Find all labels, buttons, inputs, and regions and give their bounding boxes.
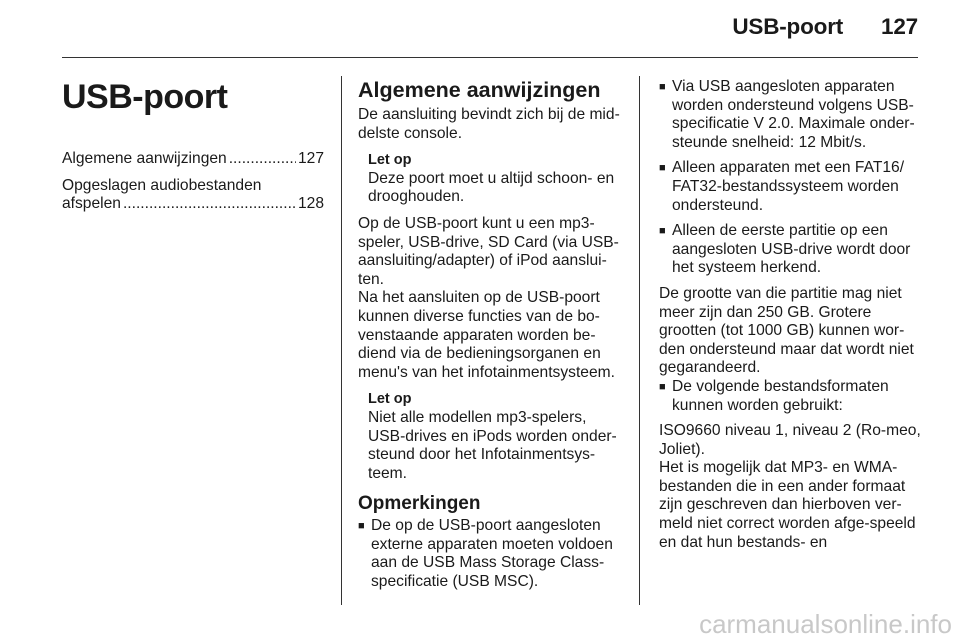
bullet-square-icon: ■	[659, 380, 666, 393]
bullet-item	[358, 517, 626, 591]
bullet-text: De volgende bestandsformaten kunnen worden gebruikt:	[672, 377, 889, 414]
subsection-heading: Opmerkingen	[358, 493, 481, 515]
bullet-square-icon: ■	[358, 520, 365, 533]
bullet-item	[659, 222, 921, 278]
note-text: Deze poort moet u altijd schoon- en drooghouden.	[368, 169, 615, 206]
paragraph: Op de USB-poort kunt u een mp3-speler, USB-drive, SD Card (via USB-aansluiting/adapter) of iPod aanslui-ten.	[358, 214, 619, 288]
left-column	[62, 78, 324, 222]
toc-leader-dots	[123, 195, 296, 214]
bullet-continuation: Het is mogelijk dat MP3- en WMA-bestanden die in een ander formaat zijn geschreven dan hierboven ver-meld niet correct worden afge-speeld en dat hun bestands- en	[659, 459, 916, 551]
middle-column	[358, 78, 626, 599]
note-title: Let op	[368, 152, 412, 169]
bullet-item	[659, 378, 921, 415]
toc-entry[interactable]	[62, 177, 324, 214]
paragraph: Na het aansluiten op de USB-poort kunnen diverse functies van de bo-venstaande apparaten worden be-diend via de bedieningsorganen en menu's van het infotainmentsysteem.	[358, 289, 615, 381]
bullet-square-icon: ■	[659, 81, 666, 93]
bullet-square-icon: ■	[659, 162, 666, 175]
bullet-text: Alleen apparaten met een FAT16/ FAT32-bestandssysteem worden ondersteund.	[672, 159, 905, 214]
chapter-title: USB-poort	[62, 78, 228, 116]
note-box	[368, 390, 626, 483]
table-of-contents	[62, 150, 324, 214]
column-divider-2	[639, 76, 640, 605]
bullet-text: Alleen de eerste partitie op een aangesloten USB-drive wordt door het systeem herkend.	[672, 222, 911, 277]
section-heading: Algemene aanwijzingen	[358, 78, 601, 102]
column-divider-1	[341, 76, 342, 605]
note-text: Niet alle modellen mp3-spelers, USB-drives en iPods worden onder-steund door het Infotainmentsys-teem.	[368, 408, 617, 482]
bullet-text: De op de USB-poort aangesloten externe apparaten moeten voldoen aan de USB Mass Storage Class-specificatie (USB MSC).	[371, 517, 613, 591]
running-header	[0, 14, 918, 40]
bullet-continuation: De grootte van die partitie mag niet meer zijn dan 250 GB. Grotere grootten (tot 1000 GB) kunnen wor-den ondersteund maar dat wordt niet gegarandeerd.	[659, 284, 914, 377]
intro-paragraph: De aansluiting bevindt zich bij de mid-delste console.	[358, 106, 620, 142]
bullet-item	[659, 78, 921, 152]
toc-entry-label-cont: afspelen	[62, 195, 121, 213]
watermark: carmanualsonline.info	[699, 609, 952, 639]
note-box	[368, 151, 626, 207]
running-header-page-number: 127	[881, 14, 918, 39]
toc-entry-page: 127	[297, 150, 324, 167]
running-header-section: USB-poort	[732, 14, 844, 39]
toc-entry[interactable]	[62, 150, 324, 169]
toc-entry-label: Opgeslagen audiobestanden	[62, 176, 262, 194]
right-column	[659, 78, 921, 552]
toc-leader-dots	[229, 150, 296, 169]
header-rule	[62, 57, 918, 58]
bullet-text: Via USB aangesloten apparaten worden ondersteund volgens USB-specificatie V 2.0. Maximale onder-steunde snelheid: 12 Mbit/s.	[672, 78, 915, 151]
bullet-item	[659, 159, 921, 215]
toc-entry-page: 128	[297, 195, 324, 213]
note-title: Let op	[368, 391, 412, 408]
bullet-square-icon: ■	[659, 225, 666, 238]
toc-entry-label: Algemene aanwijzingen	[62, 150, 227, 167]
bullet-continuation: ISO9660 niveau 1, niveau 2 (Ro-meo, Joliet).	[659, 422, 921, 458]
